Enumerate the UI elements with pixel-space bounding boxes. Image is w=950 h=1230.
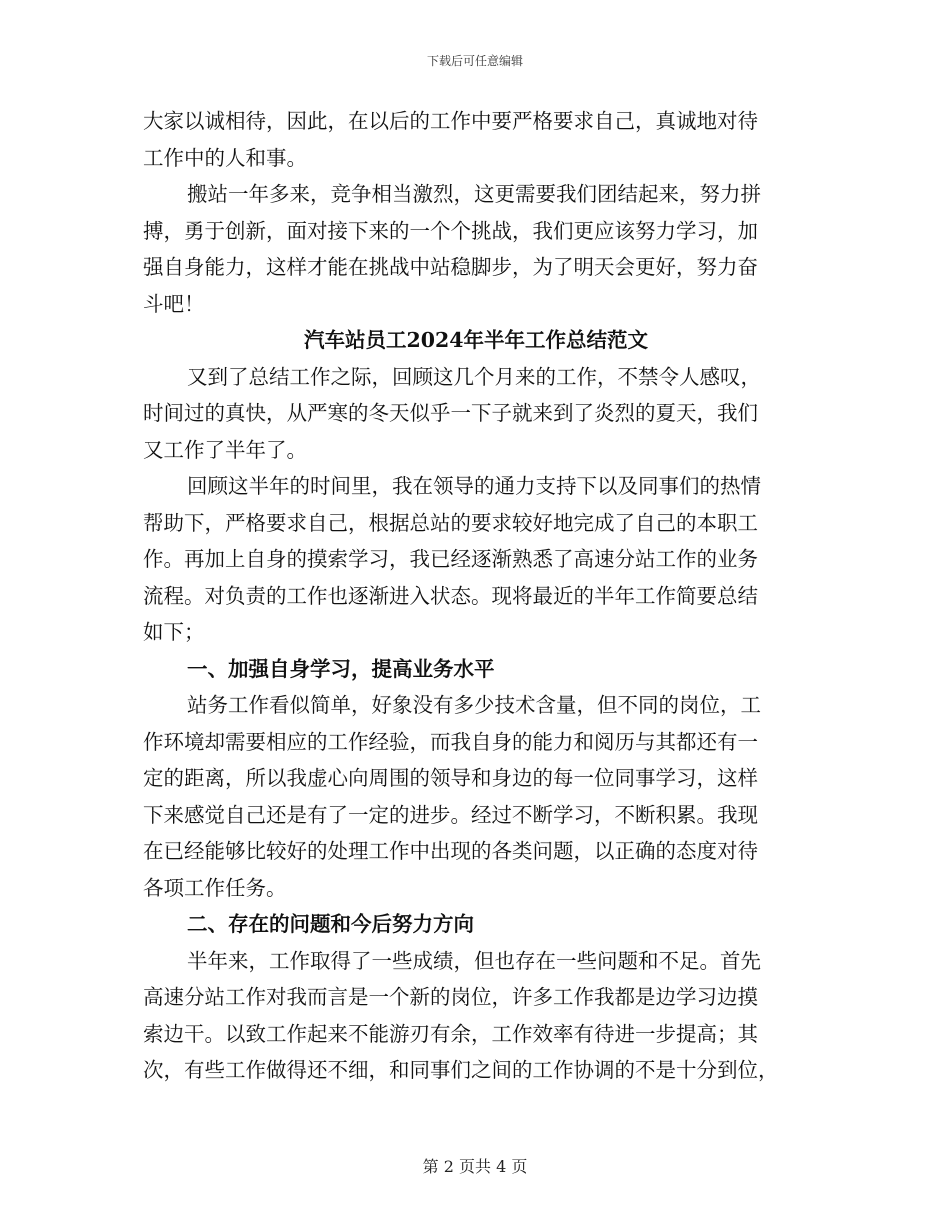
body-line: 工作中的人和事。 <box>143 145 307 170</box>
paragraph-start: 站务工作看似简单，好象没有多少技术含量，但不同的岗位，工 <box>187 693 761 717</box>
page-footer: 第 2 页共 4 页 <box>422 1157 528 1176</box>
body-line: 索边干。以致工作起来不能游刃有余，工作效率有待进一步提高；其 <box>143 1021 758 1046</box>
body-line: 又工作了半年了。 <box>143 437 307 462</box>
body-line: 次，有些工作做得还不细，和同事们之间的工作协调的不是十分到位， <box>143 1058 779 1082</box>
body-line: 帮助下，严格要求自己，根据总站的要求较好地完成了自己的本职工 <box>143 510 758 535</box>
body-line: 搏，勇于创新，面对接下来的一个个挑战，我们更应该努力学习，加 <box>143 218 758 243</box>
body-line: 强自身能力，这样才能在挑战中站稳脚步，为了明天会更好，努力奋 <box>143 255 758 279</box>
body-line: 作。再加上自身的摸索学习，我已经逐渐熟悉了高速分站工作的业务 <box>143 547 758 571</box>
body-line: 大家以诚相待，因此，在以后的工作中要严格要求自己，真诚地对待 <box>143 109 758 133</box>
page-header: 下载后可任意编辑 <box>426 54 523 68</box>
body-line: 时间过的真快，从严寒的冬天似乎一下子就来到了炎烈的夏天，我们 <box>143 401 758 425</box>
paragraph-start: 搬站一年多来，竞争相当激烈，这更需要我们团结起来，努力拼 <box>187 182 761 206</box>
section-heading: 一、加强自身学习，提高业务水平 <box>187 656 495 681</box>
body-line: 作环境却需要相应的工作经验，而我自身的能力和阅历与其都还有一 <box>143 729 758 754</box>
body-line: 斗吧！ <box>143 291 205 316</box>
body-line: 在已经能够比较好的处理工作中出现的各类问题，以正确的态度对待 <box>143 839 758 863</box>
paragraph-start: 回顾这半年的时间里，我在领导的通力支持下以及同事们的热情 <box>187 474 761 498</box>
body-line: 定的距离，所以我虚心向周围的领导和身边的每一位同事学习，这样 <box>143 766 758 790</box>
body-line: 如下； <box>143 620 205 644</box>
body-line: 各项工作任务。 <box>143 875 287 900</box>
paragraph-start: 又到了总结工作之际，回顾这几个月来的工作，不禁令人感叹， <box>187 364 761 389</box>
body-line: 高速分站工作对我而言是一个新的岗位，许多工作我都是边学习边摸 <box>143 985 758 1009</box>
paragraph-start: 半年来，工作取得了一些成绩，但也存在一些问题和不足。首先 <box>187 948 761 973</box>
section-heading: 二、存在的问题和今后努力方向 <box>187 912 474 936</box>
body-line: 下来感觉自己还是有了一定的进步。经过不断学习，不断积累。我现 <box>143 802 758 827</box>
body-line: 流程。对负责的工作也逐渐进入状态。现将最近的半年工作简要总结 <box>143 583 758 608</box>
document-title: 汽车站员工2024年半年工作总结范文 <box>303 328 649 352</box>
document-body <box>143 103 809 1089</box>
